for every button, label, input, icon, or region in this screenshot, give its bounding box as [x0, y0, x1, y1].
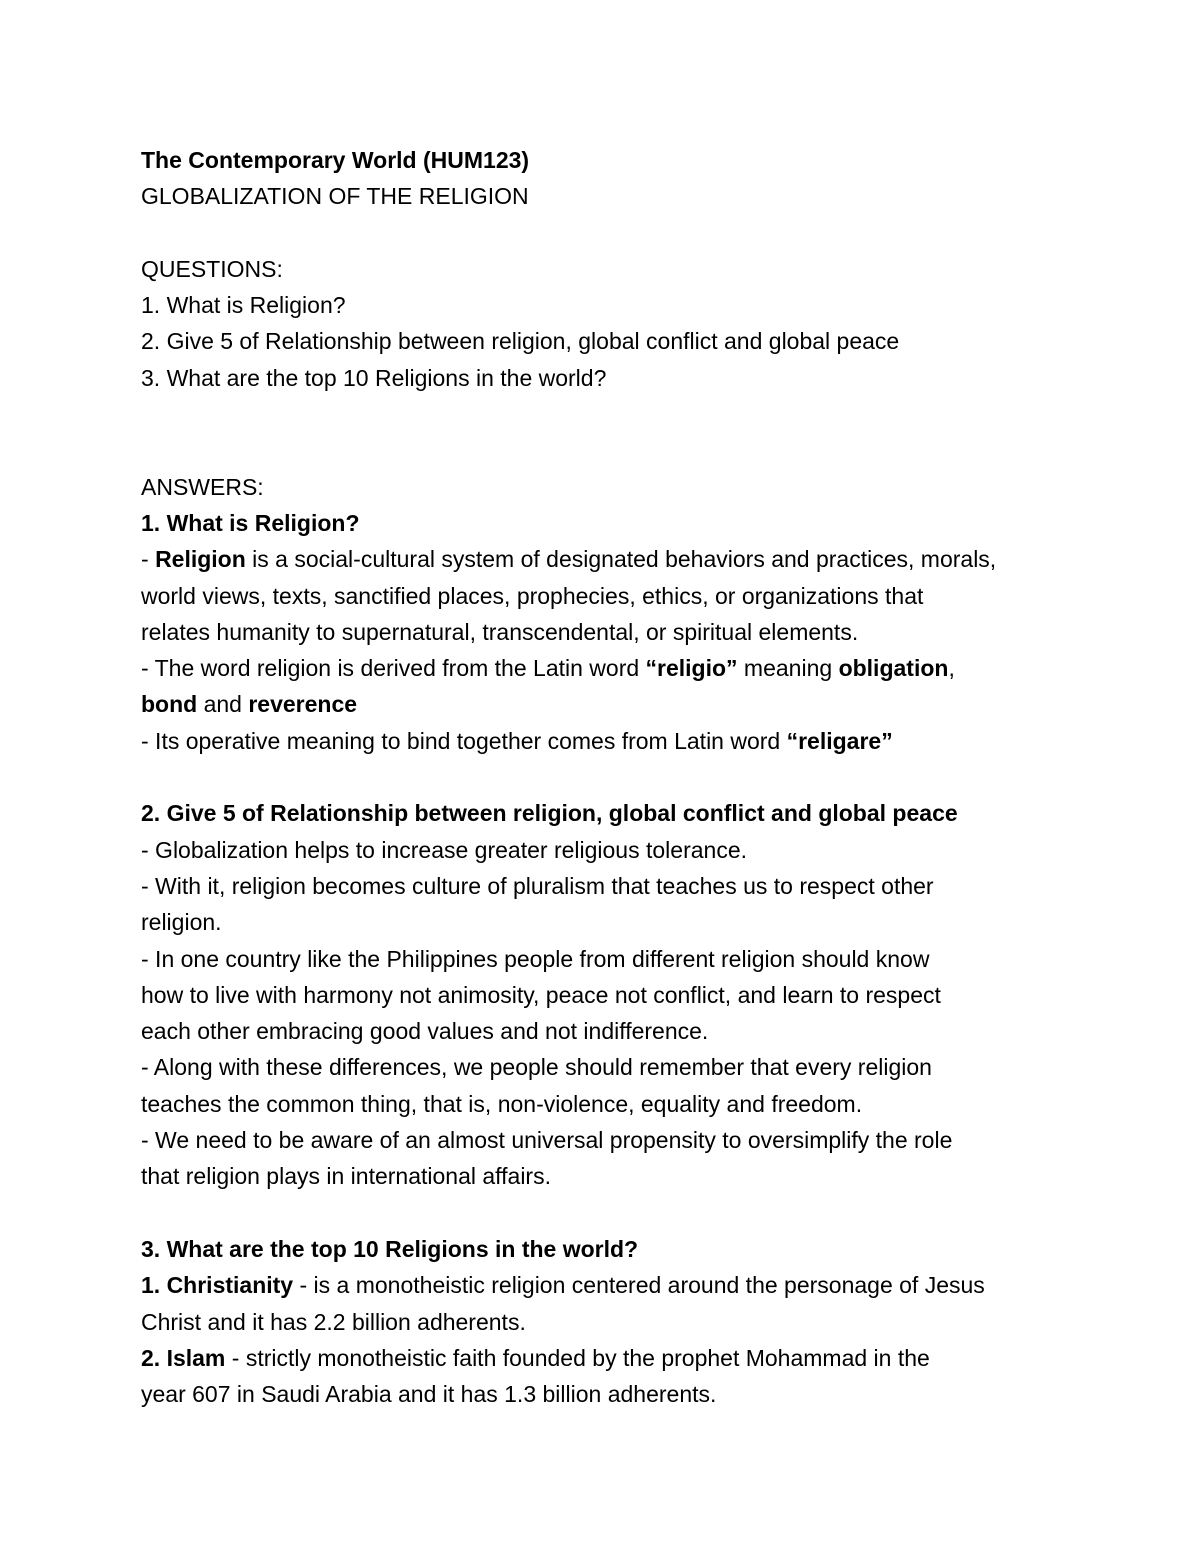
text-run: is a social-cultural system of designated behaviors and practices, morals, — [245, 546, 997, 573]
answer2-line: religion. — [141, 909, 222, 936]
religion-name: 2. Islam — [141, 1344, 226, 1371]
answer2-line: - Globalization helps to increase greater religious tolerance. — [141, 836, 747, 863]
text-run: - is a monotheistic religion centered around the personage of Jesus — [293, 1272, 985, 1299]
answer2-line: teaches the common thing, that is, non-violence, equality and freedom. — [141, 1090, 863, 1117]
answer1-line: relates humanity to supernatural, transcendental, or spiritual elements. — [141, 618, 859, 645]
bold-term: reverence — [248, 691, 358, 718]
text-run: and — [197, 691, 249, 718]
document-page — [141, 142, 1101, 1412]
text-run: - The word religion is derived from the Latin word — [141, 655, 646, 682]
answer1-line — [141, 541, 1101, 577]
answer2-line: each other embracing good values and not indifference. — [141, 1018, 709, 1045]
answer2-line: - We need to be aware of an almost universal propensity to oversimplify the role — [141, 1127, 953, 1154]
religion-name: 1. Christianity — [141, 1272, 294, 1299]
answer2-title: 2. Give 5 of Relationship between religion, global conflict and global peace — [141, 800, 958, 827]
spacer — [141, 759, 1101, 795]
answer1-line — [141, 650, 1101, 686]
spacer — [141, 215, 1101, 251]
bold-term: obligation — [838, 655, 949, 682]
religion-item — [141, 1340, 1101, 1376]
religion-item-cont: Christ and it has 2.2 billion adherents. — [141, 1308, 526, 1335]
bold-term: bond — [141, 691, 198, 718]
religion-item-cont: year 607 in Saudi Arabia and it has 1.3 billion adherents. — [141, 1381, 717, 1408]
answer2-line: how to live with harmony not animosity, peace not conflict, and learn to respect — [141, 981, 941, 1008]
answer2-line: that religion plays in international affairs. — [141, 1163, 551, 1190]
course-title: The Contemporary World (HUM123) — [141, 147, 530, 173]
text-run: - — [141, 546, 156, 573]
spacer — [141, 396, 1101, 469]
answer1-line — [141, 686, 1101, 722]
question-item: 1. What is Religion? — [141, 292, 346, 319]
answer1-line: world views, texts, sanctified places, prophecies, ethics, or organizations that — [141, 582, 924, 609]
answer2-line: - Along with these differences, we people should remember that every religion — [141, 1054, 932, 1081]
bold-term: “religare” — [786, 727, 893, 754]
answer2-line: - In one country like the Philippines people from different religion should know — [141, 945, 930, 972]
religion-item — [141, 1267, 1101, 1303]
text-run: , — [948, 655, 955, 682]
text-run: - strictly monotheistic faith founded by the prophet Mohammad in the — [225, 1344, 930, 1371]
questions-heading: QUESTIONS: — [141, 255, 283, 282]
bold-term: Religion — [155, 546, 246, 573]
question-item: 3. What are the top 10 Religions in the world? — [141, 364, 607, 391]
spacer — [141, 1195, 1101, 1231]
topic-title: GLOBALIZATION OF THE RELIGION — [141, 183, 529, 210]
text-run: - Its operative meaning to bind together comes from Latin word — [141, 727, 787, 754]
answers-heading: ANSWERS: — [141, 473, 264, 500]
answer3-title: 3. What are the top 10 Religions in the world? — [141, 1235, 639, 1262]
question-item: 2. Give 5 of Relationship between religion, global conflict and global peace — [141, 328, 900, 355]
answer2-line: - With it, religion becomes culture of pluralism that teaches us to respect other — [141, 872, 934, 899]
text-run: meaning — [737, 655, 839, 682]
answer1-title: 1. What is Religion? — [141, 509, 360, 536]
bold-term: “religio” — [645, 655, 738, 682]
answer1-line — [141, 723, 1101, 759]
